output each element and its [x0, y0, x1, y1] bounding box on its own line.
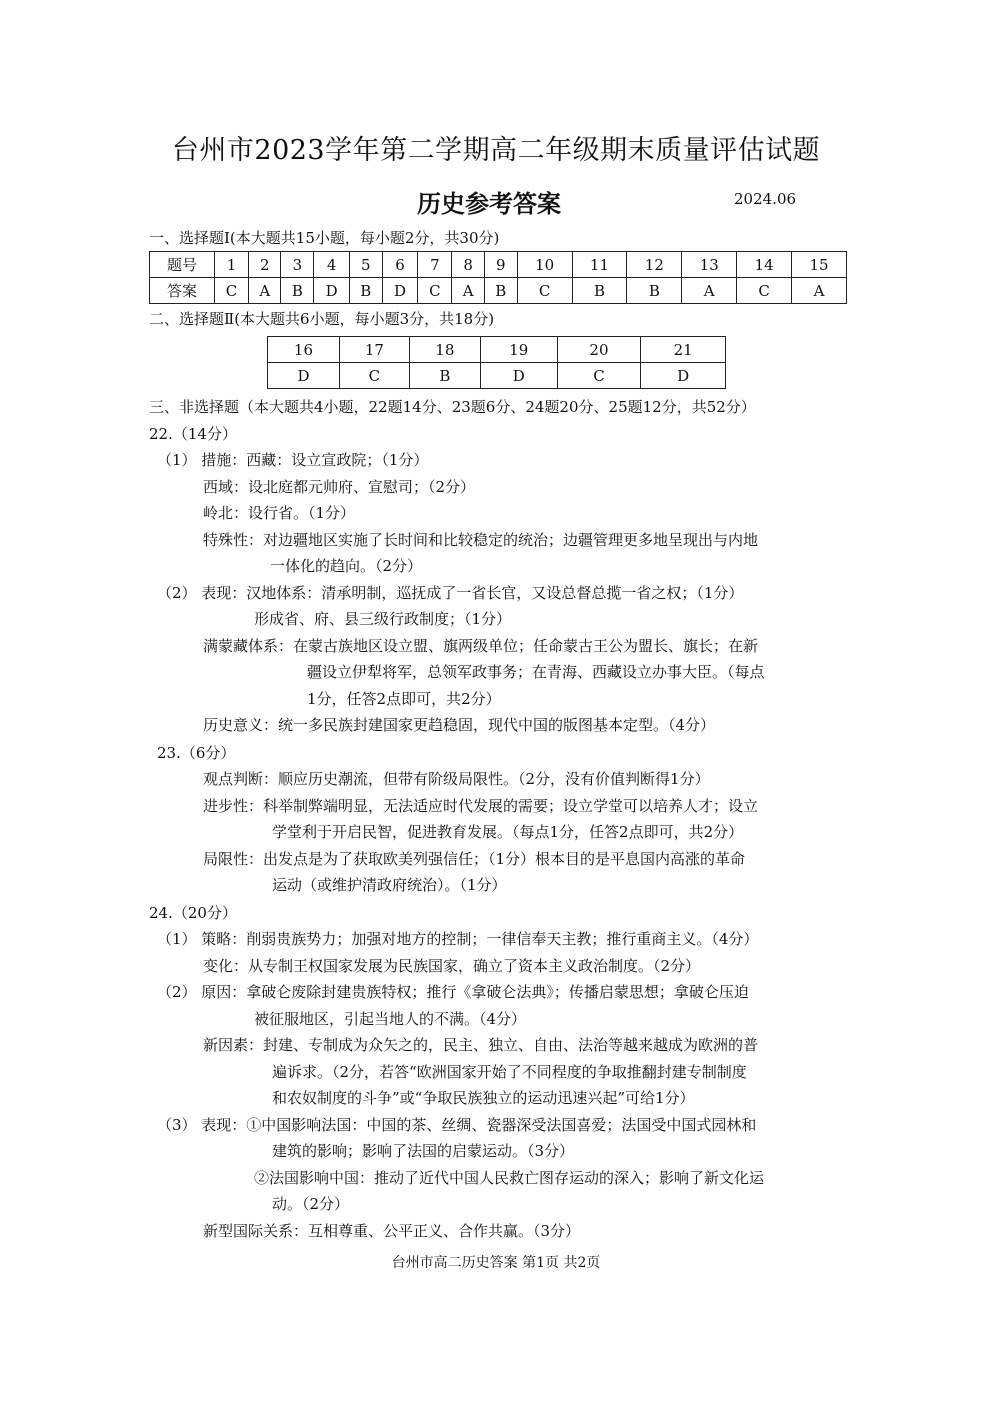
answer-cell: D [382, 278, 418, 304]
answer-table-1 [149, 251, 847, 304]
answer-line: 变化：从专制王权国家发展为民族国家，确立了资本主义政治制度。（2分） [203, 957, 701, 975]
answer-line: 西域：设北庭都元帅府、宣慰司；（2分） [203, 478, 476, 496]
answer-line: 动。（2分） [272, 1195, 350, 1213]
answer-cell: D [268, 363, 340, 389]
document-title: 台州市2023学年第二学期高二年级期末质量评估试题 [171, 135, 821, 166]
answer-cell: D [314, 278, 350, 304]
answer-line: （2） 原因：拿破仑废除封建贵族特权；推行《拿破仑法典》；传播启蒙思想；拿破仑压迫 [157, 983, 749, 1001]
question-number-cell: 16 [268, 337, 340, 363]
question-number-cell: 4 [314, 252, 350, 278]
answer-line: 被征服地区，引起当地人的不满。（4分） [254, 1010, 527, 1028]
document-date: 2024.06 [734, 190, 797, 208]
answer-line: 岭北：设行省。（1分） [203, 504, 356, 522]
answer-cell: C [517, 278, 572, 304]
question-number-cell: 9 [484, 252, 517, 278]
answer-line: （1） 措施：西藏：设立宣政院；（1分） [157, 451, 429, 469]
answer-line: 一体化的趋向。（2分） [270, 557, 423, 575]
question-number-cell: 8 [452, 252, 484, 278]
answer-line: （1） 策略：削弱贵族势力；加强对地方的控制；一律信奉天主教；推行重商主义。（4分） [157, 930, 759, 948]
question-number-cell: 13 [682, 252, 737, 278]
answer-cell: B [627, 278, 682, 304]
answer-cell: C [215, 278, 249, 304]
answer-line: 新因素：封建、专制成为众矢之的，民主、独立、自由、法治等越来越成为欧洲的普 [203, 1036, 759, 1054]
answer-table-2 [267, 336, 726, 389]
section2-heading: 二、选择题Ⅱ(本大题共6小题，每小题3分，共18分) [149, 310, 495, 328]
answer-line: 局限性：出发点是为了获取欧美列强信任；（1分）根本目的是平息国内高涨的革命 [203, 850, 746, 868]
section3-heading: 三、非选择题（本大题共4小题，22题14分、23题6分、24题20分、25题12分，共52分） [149, 398, 756, 416]
answer-line: 24.（20分） [149, 904, 237, 922]
answer-cell: A [452, 278, 484, 304]
question-number-cell: 2 [249, 252, 281, 278]
question-number-cell: 19 [480, 337, 557, 363]
answer-line: 观点判断：顺应历史潮流，但带有阶级局限性。（2分，没有价值判断得1分） [203, 770, 710, 788]
answer-line: ②法国影响中国：推动了近代中国人民救亡图存运动的深入；影响了新文化运 [254, 1169, 765, 1187]
page-footer: 台州市高二历史答案 第1页 共2页 [391, 1255, 601, 1271]
answer-cell: C [557, 363, 641, 389]
answer-cell: D [480, 363, 557, 389]
question-number-cell: 6 [382, 252, 418, 278]
answer-line: 特殊性：对边疆地区实施了长时间和比较稳定的统治；边疆管理更多地呈现出与内地 [203, 531, 759, 549]
question-number-cell: 17 [339, 337, 409, 363]
question-number-cell: 12 [627, 252, 682, 278]
answer-cell: A [249, 278, 281, 304]
answer-cell: A [792, 278, 847, 304]
answer-line: 满蒙藏体系：在蒙古族地区设立盟、旗两级单位；任命蒙古王公为盟长、旗长；在新 [203, 637, 759, 655]
answer-cell: C [737, 278, 792, 304]
answer-cell: C [339, 363, 409, 389]
row-label-number: 题号 [150, 252, 215, 278]
question-number-cell: 21 [641, 337, 726, 363]
answer-line: 建筑的影响；影响了法国的启蒙运动。（3分） [272, 1142, 575, 1160]
question-number-cell: 11 [572, 252, 627, 278]
question-number-cell: 10 [517, 252, 572, 278]
row-label-answer: 答案 [150, 278, 215, 304]
answer-line: 1分，任答2点即可，共2分） [307, 690, 501, 708]
answer-line: 历史意义：统一多民族封建国家更趋稳固，现代中国的版图基本定型。（4分） [203, 716, 716, 734]
answer-line: 疆设立伊犁将军，总领军政事务；在青海、西藏设立办事大臣。（每点 [307, 663, 765, 681]
question-number-cell: 15 [792, 252, 847, 278]
answer-line: 22.（14分） [149, 425, 237, 443]
question-number-cell: 18 [409, 337, 480, 363]
answer-line: （2） 表现：汉地体系：清承明制，巡抚成了一省长官，又设总督总揽一省之权；（1分） [157, 584, 744, 602]
document-subtitle: 历史参考答案 [417, 190, 561, 218]
answer-line: 遍诉求。（2分，若答“欧洲国家开始了不同程度的争取推翻封建专制制度 [272, 1063, 747, 1081]
question-number-cell: 1 [215, 252, 249, 278]
answer-cell: B [484, 278, 517, 304]
answer-line: 和农奴制度的斗争”或“争取民族独立的运动迅速兴起”可给1分） [272, 1089, 695, 1107]
answer-cell: C [418, 278, 452, 304]
answer-cell: B [349, 278, 382, 304]
answer-cell: B [409, 363, 480, 389]
question-number-cell: 20 [557, 337, 641, 363]
answer-line: 23.（6分） [157, 744, 236, 762]
section1-heading: 一、选择题Ⅰ(本大题共15小题，每小题2分，共30分) [149, 229, 500, 247]
answer-line: 运动（或维护清政府统治）。（1分） [272, 876, 507, 894]
answer-cell: B [281, 278, 314, 304]
answer-line: 新型国际关系：互相尊重、公平正义、合作共赢。（3分） [203, 1222, 581, 1240]
question-number-cell: 7 [418, 252, 452, 278]
answer-cell: A [682, 278, 737, 304]
answer-cell: D [641, 363, 726, 389]
answer-line: 形成省、府、县三级行政制度；（1分） [254, 610, 512, 628]
answer-line: 学堂利于开启民智，促进教育发展。（每点1分，任答2点即可，共2分） [272, 823, 744, 841]
question-number-cell: 14 [737, 252, 792, 278]
answer-cell: B [572, 278, 627, 304]
answer-line: （3） 表现：①中国影响法国：中国的茶、丝绸、瓷器深受法国喜爱；法国受中国式园林和 [157, 1116, 757, 1134]
question-number-cell: 3 [281, 252, 314, 278]
answer-line: 进步性：科举制弊端明显，无法适应时代发展的需要；设立学堂可以培养人才；设立 [203, 797, 759, 815]
question-number-cell: 5 [349, 252, 382, 278]
